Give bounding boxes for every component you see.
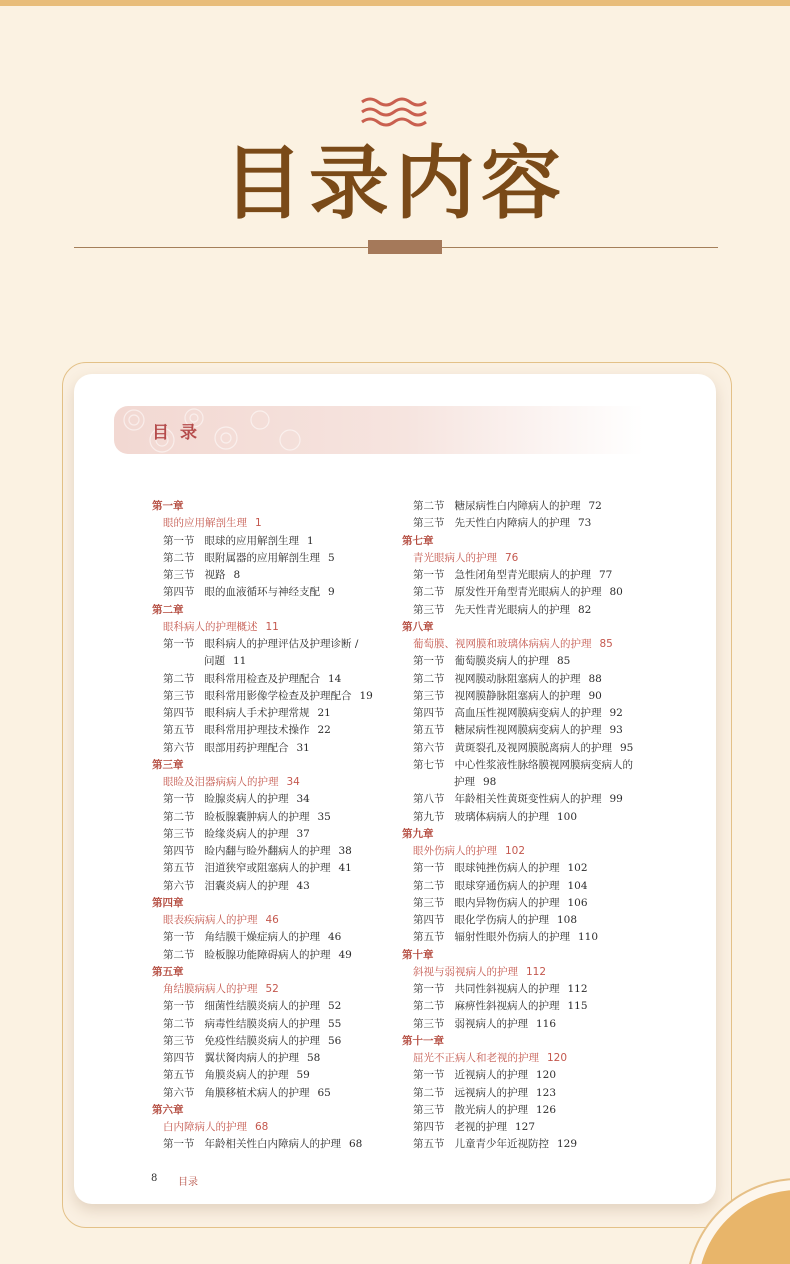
section-number: 第一节 [413, 1069, 445, 1082]
toc-entry-text: 眼科常用影像学检查及护理配合 [204, 689, 352, 702]
toc-page-number: 92 [609, 707, 623, 719]
toc-page-number: 112 [567, 983, 588, 995]
toc-page-number: 110 [578, 931, 599, 944]
toc-entry-text: 第六章 [152, 1103, 184, 1116]
toc-column-left [152, 498, 392, 1154]
section-number: 第四节 [163, 707, 195, 719]
toc-chapter-title [402, 550, 652, 567]
toc-entry-text: 眼科病人的护理概述 [163, 620, 258, 633]
toc-entry-text: 眼科常用检查及护理配合 [204, 672, 320, 685]
toc-banner-title: 目录 [152, 423, 208, 443]
toc-entry-text: 远视病人的护理 [454, 1086, 528, 1099]
page-title: 目录内容 [223, 137, 567, 230]
section-number: 第三节 [413, 689, 445, 702]
toc-entry-text: 糖尿病性白内障病人的护理 [454, 500, 581, 512]
toc-banner [114, 406, 644, 454]
toc-entry-text: 泪道狭窄或阻塞病人的护理 [204, 862, 331, 875]
toc-page-number: 9 [328, 586, 335, 599]
toc-page-number: 80 [609, 586, 623, 599]
section-number: 第二节 [163, 948, 195, 961]
toc-entry-text: 视路 [204, 569, 226, 581]
toc-chapter-title [402, 843, 652, 860]
toc-page-number: 102 [505, 845, 526, 857]
section-number: 第五节 [413, 931, 445, 944]
toc-page-number: 115 [567, 1000, 588, 1013]
toc-chapter-title [152, 981, 392, 998]
toc-page-number: 11 [265, 620, 279, 633]
toc-entry-text: 泪囊炎病人的护理 [204, 879, 289, 892]
toc-section [402, 722, 652, 739]
toc-entry-text: 角膜炎病人的护理 [204, 1069, 289, 1082]
title-divider-block [368, 240, 442, 254]
toc-page-number: 123 [536, 1086, 557, 1099]
toc-page-number: 41 [338, 862, 352, 875]
section-number: 第三节 [413, 603, 445, 616]
toc-page-number: 98 [483, 776, 497, 788]
toc-section [402, 653, 652, 670]
toc-chapter-title [402, 1050, 652, 1067]
toc-page-number: 52 [265, 983, 279, 995]
toc-section [402, 1067, 652, 1084]
section-number: 第二节 [413, 1000, 445, 1013]
toc-entry-text: 睑板腺囊肿病人的护理 [204, 810, 310, 823]
toc-entry-text: 先天性青光眼病人的护理 [454, 603, 570, 616]
toc-entry-text: 玻璃体病病人的护理 [454, 810, 549, 823]
toc-entry-text: 眼球穿通伤病人的护理 [454, 879, 560, 892]
toc-entry-text: 近视病人的护理 [454, 1069, 528, 1082]
toc-section [402, 688, 652, 705]
toc-section [152, 584, 392, 601]
toc-page-number: 22 [317, 724, 331, 737]
toc-section [402, 1016, 652, 1033]
section-number: 第一节 [413, 862, 445, 875]
toc-page-number: 104 [567, 879, 588, 892]
toc-section [402, 809, 652, 826]
section-number: 第一节 [413, 569, 445, 581]
toc-entry-text: 中心性浆液性脉络膜视网膜病变病人的 [454, 758, 633, 771]
toc-page-number: 46 [328, 931, 342, 944]
toc-entry-text: 眼科病人手术护理常规 [204, 707, 310, 719]
section-number: 第二节 [413, 1086, 445, 1099]
toc-section [152, 998, 392, 1015]
toc-page-number: 82 [578, 603, 592, 616]
toc-section [402, 515, 652, 532]
toc-page-number: 11 [233, 655, 247, 668]
toc-section [152, 843, 392, 860]
toc-column-right [402, 498, 652, 1154]
toc-entry-text: 睑缘炎病人的护理 [204, 827, 289, 840]
section-number: 第一节 [163, 1000, 195, 1013]
toc-section [402, 584, 652, 601]
toc-entry-text: 第五章 [152, 965, 184, 978]
section-number: 第四节 [163, 1052, 195, 1064]
toc-entry-text: 睑板腺功能障碍病人的护理 [204, 948, 331, 961]
toc-chapter [152, 602, 392, 619]
section-number: 第四节 [163, 586, 195, 599]
toc-page-number: 31 [296, 741, 310, 754]
section-number: 第二节 [163, 1017, 195, 1030]
toc-chapter [402, 533, 652, 550]
toc-chapter [402, 1033, 652, 1050]
section-number: 第四节 [163, 845, 195, 857]
toc-page-number: 72 [588, 500, 602, 512]
section-number: 第三节 [163, 689, 195, 702]
toc-section [402, 791, 652, 808]
toc-entry-text: 眼表疾病病人的护理 [163, 914, 258, 926]
toc-page-number: 37 [296, 827, 310, 840]
toc-entry-text: 弱视病人的护理 [454, 1017, 528, 1030]
toc-chapter [402, 826, 652, 843]
toc-section [402, 998, 652, 1015]
section-number: 第三节 [163, 1034, 195, 1047]
toc-page-number: 90 [588, 689, 602, 702]
toc-page-number: 127 [515, 1121, 536, 1133]
toc-page-number: 1 [307, 534, 314, 547]
toc-entry-text: 第九章 [402, 827, 434, 840]
toc-section [402, 740, 652, 757]
toc-section [152, 1033, 392, 1050]
toc-page-number: 14 [328, 672, 342, 685]
toc-entry-text: 眼化学伤病人的护理 [454, 914, 549, 926]
section-number: 第一节 [413, 983, 445, 995]
toc-page-number: 85 [599, 638, 613, 650]
toc-page-number: 34 [296, 793, 310, 806]
section-number: 第二节 [413, 879, 445, 892]
toc-section [152, 1050, 392, 1067]
toc-entry-text: 眼内异物伤病人的护理 [454, 896, 560, 909]
toc-entry-text: 屈光不正病人和老视的护理 [413, 1052, 539, 1064]
toc-page-number: 52 [328, 1000, 342, 1013]
section-number: 第二节 [163, 672, 195, 685]
toc-entry-text: 眼部用药护理配合 [204, 741, 289, 754]
toc-page-number: 116 [536, 1017, 557, 1030]
toc-section [402, 878, 652, 895]
toc-page-number: 73 [578, 517, 592, 530]
toc-section [152, 1067, 392, 1084]
toc-entry-text: 第三章 [152, 758, 184, 771]
toc-page-number: 1 [255, 517, 262, 530]
toc-section [152, 533, 392, 550]
toc-entry-text: 葡萄膜炎病人的护理 [454, 655, 549, 668]
toc-page-number: 65 [317, 1086, 331, 1099]
toc-entry-text: 视网膜动脉阻塞病人的护理 [454, 672, 581, 685]
toc-page-number: 126 [536, 1103, 557, 1116]
toc-chapter [152, 757, 392, 774]
toc-page-number: 106 [567, 896, 588, 909]
section-number: 第二节 [413, 672, 445, 685]
toc-page-number: 99 [609, 793, 623, 806]
toc-section [152, 947, 392, 964]
toc-cont [152, 653, 392, 670]
toc-page-number: 8 [233, 569, 241, 581]
top-accent-bar [0, 0, 790, 6]
toc-section [152, 688, 392, 705]
toc-entry-text: 第四章 [152, 896, 184, 909]
toc-page-number: 120 [536, 1069, 557, 1082]
toc-chapter-title [152, 515, 392, 532]
toc-section [152, 740, 392, 757]
toc-entry-text: 儿童青少年近视防控 [454, 1138, 549, 1151]
toc-chapter [402, 947, 652, 964]
section-number: 第一节 [163, 534, 195, 547]
toc-section [402, 912, 652, 929]
toc-section [152, 860, 392, 877]
toc-section [402, 895, 652, 912]
toc-section [152, 826, 392, 843]
section-number: 第四节 [413, 1121, 445, 1133]
toc-entry-text: 第十章 [402, 948, 434, 961]
wave-ornament-icon [360, 96, 432, 130]
section-number: 第八节 [413, 793, 445, 806]
toc-page-number: 68 [349, 1138, 363, 1151]
toc-page-number: 76 [505, 551, 519, 564]
toc-section [152, 722, 392, 739]
toc-section [152, 878, 392, 895]
section-number: 第六节 [163, 1086, 195, 1099]
toc-page-number: 43 [296, 879, 310, 892]
section-number: 第六节 [413, 741, 445, 754]
toc-entry-text: 白内障病人的护理 [163, 1121, 247, 1133]
toc-page-number: 120 [547, 1052, 568, 1064]
toc-entry-text: 急性闭角型青光眼病人的护理 [454, 569, 591, 581]
toc-section [402, 929, 652, 946]
toc-entry-text: 翼状胬肉病人的护理 [204, 1052, 299, 1064]
toc-entry-text: 第二章 [152, 603, 184, 616]
toc-page-number: 129 [557, 1138, 578, 1151]
toc-entry-text: 第十一章 [402, 1034, 444, 1047]
section-number: 第六节 [163, 879, 195, 892]
toc-page-number: 5 [328, 551, 335, 564]
toc-entry-text: 问题 [204, 655, 225, 668]
toc-entry-text: 青光眼病人的护理 [413, 551, 497, 564]
section-number: 第一节 [163, 793, 195, 806]
toc-section [152, 809, 392, 826]
section-number: 第九节 [413, 810, 445, 823]
toc-page-number: 19 [359, 689, 373, 702]
toc-chapter [152, 1102, 392, 1119]
toc-chapter [152, 498, 392, 515]
toc-entry-text: 老视的护理 [454, 1121, 507, 1133]
toc-entry-text: 细菌性结膜炎病人的护理 [204, 1000, 320, 1013]
section-number: 第三节 [163, 827, 195, 840]
toc-section [152, 929, 392, 946]
toc-entry-text: 眼球钝挫伤病人的护理 [454, 862, 560, 875]
toc-entry-text: 年龄相关性白内障病人的护理 [204, 1138, 341, 1151]
toc-chapter-title [152, 1119, 392, 1136]
section-number: 第二节 [163, 810, 195, 823]
cloud-pattern-icon [114, 406, 314, 454]
toc-chapter-title [152, 619, 392, 636]
toc-page-number: 112 [526, 965, 547, 978]
toc-entry-text: 年龄相关性黄斑变性病人的护理 [454, 793, 602, 806]
toc-entry-text: 先天性白内障病人的护理 [454, 517, 570, 530]
toc-entry-text: 共同性斜视病人的护理 [454, 983, 560, 995]
section-number: 第四节 [413, 707, 445, 719]
toc-cont [402, 774, 652, 791]
section-number: 第五节 [163, 862, 195, 875]
toc-entry-text: 第一章 [152, 500, 184, 512]
toc-entry-text: 睑腺炎病人的护理 [204, 793, 289, 806]
toc-entry-text: 麻痹性斜视病人的护理 [454, 1000, 560, 1013]
toc-section [402, 705, 652, 722]
running-title: 目录 [178, 1177, 198, 1188]
toc-chapter-title [402, 964, 652, 981]
section-number: 第六节 [163, 741, 195, 754]
toc-page-number: 38 [338, 845, 352, 857]
toc-entry-text: 免疫性结膜炎病人的护理 [204, 1034, 320, 1047]
section-number: 第一节 [163, 638, 195, 650]
toc-section [152, 1085, 392, 1102]
section-number: 第五节 [413, 724, 445, 737]
toc-entry-text: 散光病人的护理 [454, 1103, 528, 1116]
toc-page-number: 21 [317, 707, 331, 719]
section-number: 第三节 [413, 896, 445, 909]
section-number: 第五节 [163, 724, 195, 737]
toc-section [152, 636, 392, 653]
toc-page-number: 108 [557, 914, 578, 926]
toc-section [152, 567, 392, 584]
toc-entry-text: 眼科常用护理技术操作 [204, 724, 310, 737]
toc-page-number: 85 [557, 655, 571, 668]
toc-section [152, 550, 392, 567]
toc-page-number: 35 [317, 810, 331, 823]
toc-entry-text: 糖尿病性视网膜病变病人的护理 [454, 724, 602, 737]
section-number: 第三节 [413, 517, 445, 530]
section-number: 第三节 [413, 1103, 445, 1116]
toc-section [152, 671, 392, 688]
toc-entry-text: 辐射性眼外伤病人的护理 [454, 931, 570, 944]
section-number: 第一节 [163, 931, 195, 944]
toc-entry-text: 角结膜病病人的护理 [163, 983, 258, 995]
toc-page-number: 46 [265, 914, 279, 926]
toc-section [402, 1119, 652, 1136]
section-number: 第二节 [413, 500, 445, 512]
toc-entry-text: 睑内翻与睑外翻病人的护理 [204, 845, 331, 857]
toc-section [402, 602, 652, 619]
toc-entry-text: 眼科病人的护理评估及护理诊断 / [204, 638, 359, 650]
toc-section [402, 1136, 652, 1153]
section-number: 第七节 [413, 758, 445, 771]
toc-section [402, 671, 652, 688]
toc-section [402, 498, 652, 515]
page-number: 8 [151, 1173, 158, 1184]
toc-page-number: 95 [620, 741, 634, 754]
toc-entry-text: 眼附属器的应用解剖生理 [204, 551, 320, 564]
toc-entry-text: 眼球的应用解剖生理 [204, 534, 299, 547]
toc-chapter-title [152, 912, 392, 929]
toc-section [402, 860, 652, 877]
toc-entry-text: 黄斑裂孔及视网膜脱离病人的护理 [454, 741, 612, 754]
toc-chapter [152, 964, 392, 981]
toc-section [152, 705, 392, 722]
section-number: 第二节 [163, 551, 195, 564]
section-number: 第三节 [413, 1017, 445, 1030]
section-number: 第五节 [163, 1069, 195, 1082]
toc-chapter [402, 619, 652, 636]
toc-section [152, 791, 392, 808]
toc-section [402, 567, 652, 584]
toc-page-number: 56 [328, 1034, 342, 1047]
toc-page-number: 58 [307, 1052, 321, 1064]
toc-chapter-title [402, 636, 652, 653]
toc-page-number: 100 [557, 810, 578, 823]
toc-entry-text: 角结膜干燥症病人的护理 [204, 931, 320, 944]
toc-page-number: 55 [328, 1017, 342, 1030]
toc-page-number: 77 [599, 569, 613, 581]
section-number: 第二节 [413, 586, 445, 599]
toc-entry-text: 葡萄膜、视网膜和玻璃体病病人的护理 [413, 638, 592, 650]
toc-page-number: 34 [286, 776, 300, 788]
toc-section [402, 981, 652, 998]
toc-entry-text: 病毒性结膜炎病人的护理 [204, 1017, 320, 1030]
section-number: 第一节 [413, 655, 445, 668]
toc-section [152, 1136, 392, 1153]
toc-section [402, 1102, 652, 1119]
section-number: 第四节 [413, 914, 445, 926]
toc-entry-text: 眼的应用解剖生理 [163, 517, 247, 530]
toc-page-number: 88 [588, 672, 602, 685]
toc-section [152, 1016, 392, 1033]
toc-page-number: 93 [609, 724, 623, 737]
toc-page-number: 59 [296, 1069, 310, 1082]
toc-entry-text: 视网膜静脉阻塞病人的护理 [454, 689, 581, 702]
toc-chapter-title [152, 774, 392, 791]
toc-entry-text: 第八章 [402, 620, 434, 633]
toc-entry-text: 护理 [454, 776, 475, 788]
toc-entry-text: 斜视与弱视病人的护理 [413, 965, 518, 978]
toc-entry-text: 第七章 [402, 534, 434, 547]
toc-entry-text: 高血压性视网膜病变病人的护理 [454, 707, 602, 719]
toc-entry-text: 眼睑及泪器病病人的护理 [163, 776, 279, 788]
toc-page-number: 49 [338, 948, 352, 961]
toc-chapter [152, 895, 392, 912]
section-number: 第一节 [163, 1138, 195, 1151]
toc-page-number: 102 [567, 862, 588, 875]
toc-section [402, 1085, 652, 1102]
section-number: 第五节 [413, 1138, 445, 1151]
toc-entry-text: 角膜移植术病人的护理 [204, 1086, 310, 1099]
toc-entry-text: 眼外伤病人的护理 [413, 845, 497, 857]
toc-entry-text: 眼的血液循环与神经支配 [204, 586, 320, 599]
section-number: 第三节 [163, 569, 195, 581]
toc-section [402, 757, 652, 774]
toc-page-number: 68 [255, 1121, 269, 1133]
toc-entry-text: 原发性开角型青光眼病人的护理 [454, 586, 602, 599]
